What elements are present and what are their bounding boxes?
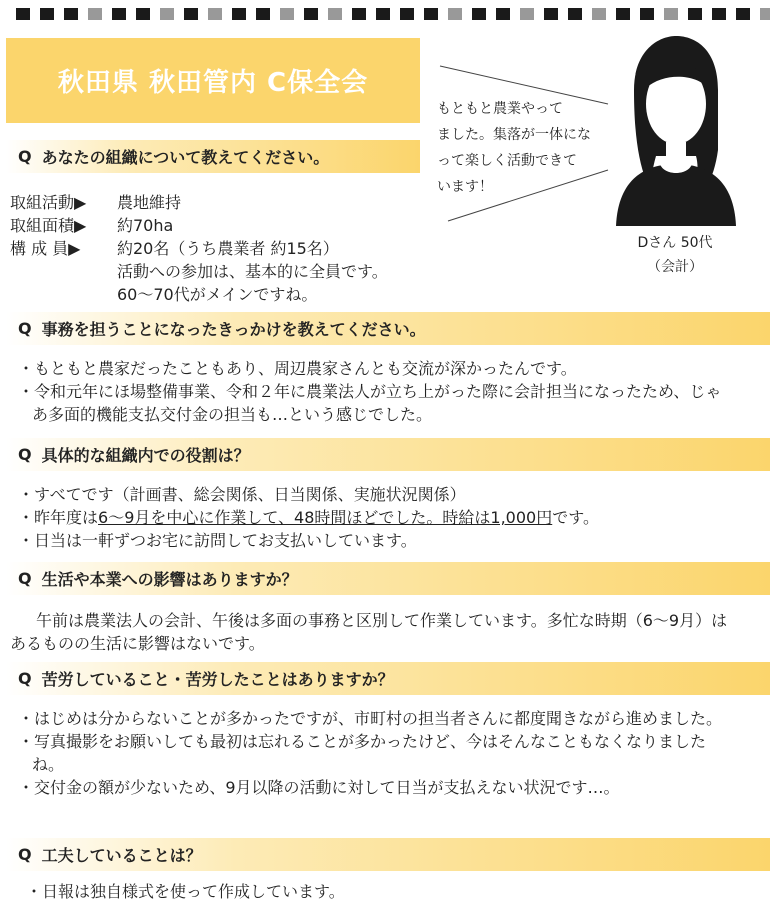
info-value: 約70ha — [117, 216, 174, 235]
question-text: あなたの組織について教えてください。 — [41, 148, 330, 167]
question-text: 生活や本業への影響はありますか？ — [41, 570, 298, 589]
answer-bullet: ・写真撮影をお願いしても最初は忘れることが多かったけど、今はそんなこともなくなりましたね。 — [18, 732, 707, 774]
underlined-text: 6～9月を中心に作業して、48時間ほどでした。時給は1,000円 — [98, 508, 553, 527]
speech-bubble — [437, 96, 607, 200]
question-text: 工夫していることは？ — [41, 846, 202, 865]
question-bar-4 — [6, 562, 770, 595]
q-mark: Q — [18, 845, 32, 864]
answer-3 — [18, 483, 748, 552]
answer-bullet: ・すべてです（計画書、総会関係、日当関係、実施状況関係） — [18, 485, 466, 504]
answer-2 — [18, 357, 728, 426]
question-text: 事務を担うことになったきっかけを教えてください。 — [41, 320, 426, 339]
answer-6 — [26, 880, 726, 903]
answer-bullet: ・令和元年にほ場整備事業、令和２年に農業法人が立ち上がった際に会計担当になったため、じゃあ多面的機能支払交付金の担当も…という感じでした。 — [18, 382, 722, 424]
bubble-line: って楽しく活動できて — [437, 153, 577, 169]
info-row — [10, 214, 388, 237]
q-mark: Q — [18, 445, 32, 464]
person-caption — [604, 231, 746, 279]
info-value: 約20名（うち農業者 約15名） — [117, 239, 339, 258]
answer-bullet: ・もともと農家だったこともあり、周辺農家さんとも交流が深かったんです。 — [18, 359, 577, 378]
question-bar-2 — [6, 312, 770, 345]
q-mark: Q — [18, 569, 32, 588]
q-mark: Q — [18, 147, 32, 166]
info-row — [10, 191, 388, 214]
organization-info — [10, 191, 388, 306]
person-name: Dさん 50代 — [637, 235, 713, 251]
info-extra: 60～70代がメインですね。 — [117, 285, 318, 304]
bullet-prefix: ・昨年度は — [18, 508, 99, 527]
answer-bullet — [18, 506, 748, 529]
question-bar-3 — [6, 438, 770, 471]
person-role: （会計） — [647, 259, 703, 275]
answer-bullet: ・日報は独自様式を使って作成しています。 — [26, 882, 345, 901]
bubble-line: ました。集落が一体にな — [437, 127, 591, 143]
person-avatar-icon — [604, 30, 748, 230]
question-bar-5 — [6, 662, 770, 695]
info-extra: 活動への参加は、基本的に全員です。 — [117, 262, 388, 281]
question-bar-1 — [6, 140, 420, 173]
answer-bullet: ・日当は一軒ずつお宅に訪問してお支払いしています。 — [18, 531, 417, 550]
answer-4 — [10, 609, 740, 655]
q-mark: Q — [18, 319, 32, 338]
info-value: 農地維持 — [117, 193, 182, 212]
answer-5 — [18, 707, 723, 799]
info-label: 構 成 員▶ — [10, 239, 81, 258]
bubble-line: います！ — [437, 179, 493, 195]
answer-bullet: ・はじめは分からないことが多かったですが、市町村の担当者さんに都度聞きながら進めました。 — [18, 709, 723, 728]
info-label: 取組活動▶ — [10, 193, 87, 212]
answer-text: 午前は農業法人の会計、午後は多面の事務と区別して作業しています。多忙な時期（6～9月）はあるものの生活に影響はないです。 — [10, 611, 728, 653]
question-text: 苦労していること・苦労したことはありますか？ — [41, 670, 394, 689]
info-row — [10, 237, 388, 260]
bubble-line: もともと農業やって — [437, 101, 563, 117]
q-mark: Q — [18, 669, 32, 688]
question-text: 具体的な組織内での役割は？ — [41, 446, 250, 465]
question-bar-6 — [6, 838, 770, 871]
info-label: 取組面積▶ — [10, 216, 87, 235]
page-title: 秋田県 秋田管内 C保全会 — [6, 38, 420, 123]
bullet-suffix: です。 — [552, 508, 599, 527]
answer-bullet: ・交付金の額が少ないため、9月以降の活動に対して日当が支払えない状況です…。 — [18, 778, 620, 797]
